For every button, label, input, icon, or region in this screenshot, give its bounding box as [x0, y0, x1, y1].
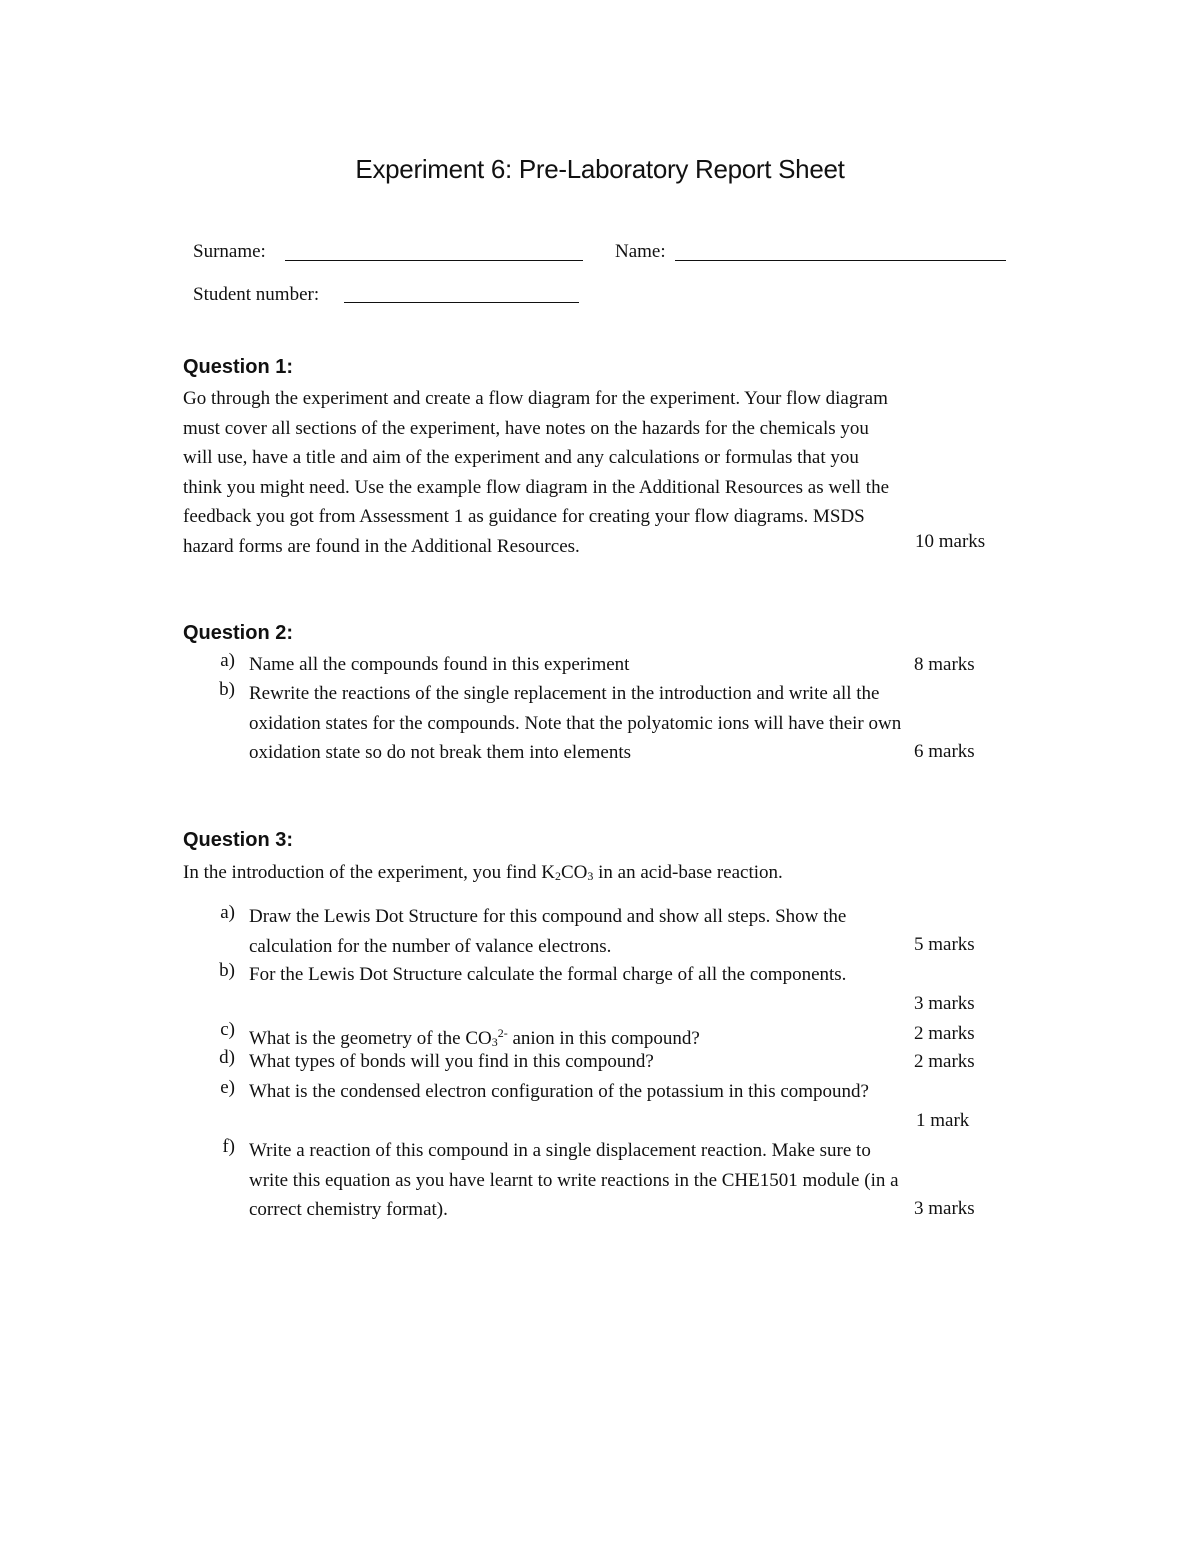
text-line: oxidation state so do not break them into elements — [249, 742, 632, 763]
q3a-marks: 5 marks — [914, 934, 975, 955]
q3d-marks: 2 marks — [914, 1051, 975, 1072]
superscript: 2- — [497, 1026, 508, 1040]
q3c-marks: 2 marks — [914, 1023, 975, 1044]
q3a-text — [249, 902, 846, 961]
q3e-marks: 1 mark — [916, 1110, 970, 1131]
q3d-text: What types of bonds will you find in this compound? — [249, 1051, 654, 1072]
text-line: think you might need. Use the example flow diagram in the Additional Resources as well the — [183, 476, 890, 498]
intro-text: CO — [561, 862, 588, 883]
q2b-marks: 6 marks — [914, 741, 975, 762]
q2b-text — [249, 679, 901, 768]
text-line: Write a reaction of this compound in a single displacement reaction. Make sure to — [249, 1140, 871, 1161]
item-label: e) — [220, 1077, 235, 1098]
text-line: Rewrite the reactions of the single replacement in the introduction and write all the — [249, 683, 880, 704]
question-1-marks: 10 marks — [915, 531, 986, 552]
question-1-heading: Question 1: — [183, 356, 294, 378]
q3e-text: What is the condensed electron configuration of the potassium in this compound? — [249, 1081, 869, 1102]
text-line: will use, have a title and aim of the experiment and any calculations or formulas that you — [183, 447, 859, 468]
q3b-marks: 3 marks — [914, 993, 975, 1014]
question-1-text — [183, 384, 889, 561]
item-label: d) — [219, 1047, 235, 1068]
q3f-marks: 3 marks — [914, 1198, 975, 1219]
q2a-text: Name all the compounds found in this experiment — [249, 654, 630, 675]
question-3-intro — [183, 858, 783, 892]
subscript: 3 — [491, 1035, 498, 1049]
text-line: hazard forms are found in the Additional Resources. — [183, 535, 580, 557]
text-line: must cover all sections of the experiment, have notes on the hazards for the chemicals you — [183, 417, 869, 439]
item-label: f) — [222, 1136, 235, 1157]
text-part: anion in this compound? — [507, 1028, 700, 1049]
page-title: Experiment 6: Pre-Laboratory Report Sheet — [355, 154, 845, 184]
q3b-text: For the Lewis Dot Structure calculate the formal charge of all the components. — [249, 964, 847, 985]
item-label: c) — [220, 1019, 235, 1040]
item-label: a) — [220, 902, 235, 923]
intro-text: in an acid-base reaction. — [593, 862, 783, 883]
item-label: b) — [219, 960, 235, 981]
text-line: feedback you got from Assessment 1 as guidance for creating your flow diagrams. MSDS — [183, 506, 865, 527]
subscript: 2 — [555, 869, 561, 883]
item-label: b) — [219, 679, 235, 700]
name-field[interactable] — [675, 260, 1006, 261]
text-part: What is the geometry of the CO — [249, 1028, 492, 1049]
text-line: oxidation states for the compounds. Note that the polyatomic ions will have their own — [249, 712, 902, 734]
text-line: correct chemistry format). — [249, 1199, 448, 1220]
text-line: write this equation as you have learnt to write reactions in the CHE1501 module (in a — [249, 1169, 899, 1191]
q2a-marks: 8 marks — [914, 654, 975, 675]
name-label: Name: — [615, 241, 666, 262]
intro-text: In the introduction of the experiment, you find K — [183, 862, 555, 883]
subscript: 3 — [587, 869, 594, 883]
q3f-text — [249, 1136, 899, 1225]
question-2-heading: Question 2: — [183, 622, 294, 644]
text-line: Go through the experiment and create a flow diagram for the experiment. Your flow diagram — [183, 388, 888, 409]
text-line: Draw the Lewis Dot Structure for this compound and show all steps. Show the — [249, 906, 847, 927]
item-label: a) — [220, 650, 235, 671]
text-line: calculation for the number of valance electrons. — [249, 935, 612, 957]
question-3-heading: Question 3: — [183, 829, 294, 851]
surname-label: Surname: — [193, 241, 266, 262]
surname-field[interactable] — [285, 260, 583, 261]
student-number-label: Student number: — [193, 284, 320, 305]
student-number-field[interactable] — [344, 302, 579, 303]
